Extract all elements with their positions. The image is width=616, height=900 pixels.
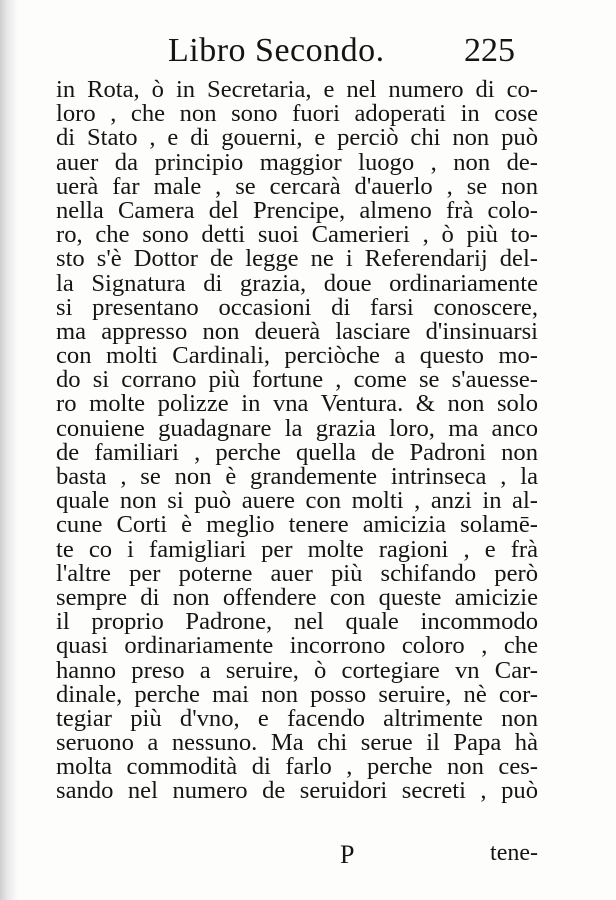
text-line: con molti Cardinali, perciòche a questo mo- xyxy=(56,342,538,370)
text-line: quasi ordinariamente incorrono coloro , che xyxy=(56,632,538,660)
text-line: quale non si può auere con molti , anzi in al- xyxy=(56,487,538,515)
text-line: do si corrano più fortune , come se s'auesse- xyxy=(56,366,538,394)
text-line: sempre di non offendere con queste amicizie xyxy=(56,583,538,611)
text-line: loro , che non sono fuori adoperati in cose xyxy=(56,100,538,128)
text-line: nella Camera del Prencipe, almeno frà colo- xyxy=(56,196,538,224)
text-line: in Rota, ò in Secretaria, e nel numero di co- xyxy=(56,76,538,103)
page-header xyxy=(168,28,548,78)
text-line: ma appresso non deuerà lasciare d'insinuarsi xyxy=(56,317,538,345)
running-head: Libro Secondo. xyxy=(168,32,385,69)
page-number: 225 xyxy=(464,32,515,69)
text-line: la Signatura di grazia, doue ordinariamente xyxy=(56,269,538,297)
text-line: hanno preso a seruire, ò cortegiare vn Car- xyxy=(56,656,538,684)
text-line: ro molte polizze in vna Ventura. & non solo xyxy=(56,390,538,418)
text-line: si presentano occasioni di farsi conoscere, xyxy=(56,293,538,321)
text-line: sto s'è Dottor de legge ne i Referendarij del- xyxy=(56,245,538,273)
text-line: uerà far male , se cercarà d'auerlo , se non xyxy=(56,172,538,200)
text-line: molta commodità di farlo , perche non ces- xyxy=(56,753,538,781)
page-footer xyxy=(56,840,538,868)
text-line: seruono a nessuno. Ma chi serue il Papa hà xyxy=(56,729,538,757)
text-line: auer da principio maggior luogo , non de- xyxy=(56,148,538,176)
text-line: di Stato , e di gouerni, e perciò chi non può xyxy=(56,124,538,152)
text-line: conuiene guadagnare la grazia loro, ma anco xyxy=(56,414,538,442)
gutter-shadow xyxy=(0,0,18,900)
text-line: de familiari , perche quella de Padroni non xyxy=(56,438,538,466)
text-line: sando nel numero de seruidori secreti , può xyxy=(56,777,538,805)
text-line: ro, che sono detti suoi Camerieri , ò più to- xyxy=(56,221,538,249)
text-line: tegiar più d'vno, e facendo altrimente non xyxy=(56,704,538,732)
text-line: l'altre per poterne auer più schifando però xyxy=(56,559,538,587)
text-line: cune Corti è meglio tenere amicizia solamē- xyxy=(56,511,538,539)
text-line: dinale, perche mai non posso seruire, nè cor- xyxy=(56,680,538,708)
body-text xyxy=(56,78,538,804)
text-line: te co i famigliari per molte ragioni , e frà xyxy=(56,535,538,563)
text-line: il proprio Padrone, nel quale incommodo xyxy=(56,608,538,636)
signature-mark: P xyxy=(340,840,355,869)
catchword: tene- xyxy=(490,840,538,866)
text-line: basta , se non è grandemente intrinseca , la xyxy=(56,463,538,490)
